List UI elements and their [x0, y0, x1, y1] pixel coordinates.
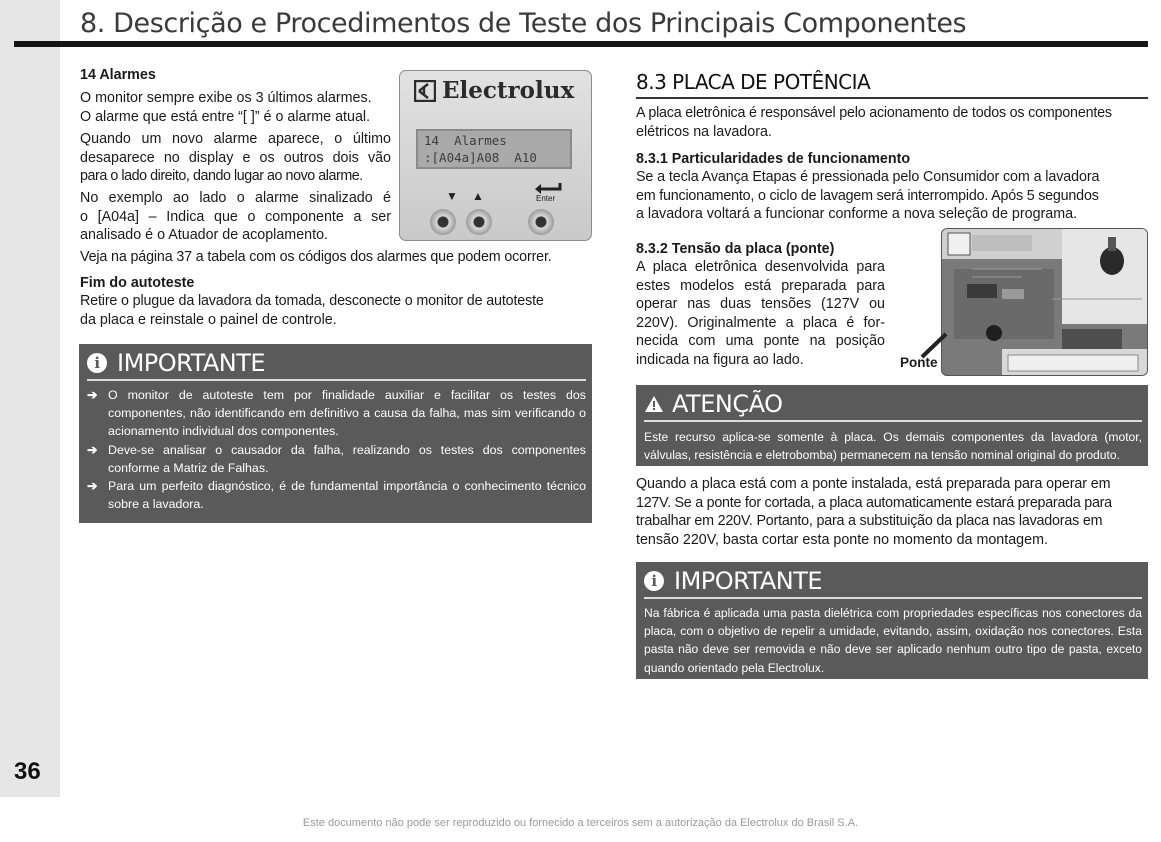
- attention-title: [644, 390, 782, 418]
- important-text: Na fábrica é aplicada uma pasta dielétrica com propriedades específicas nos conectores da placa, com o objetivo de repelir a umidade, evitando, assim, oxidação nos conectores. Esta pasta não deve ser removida e não deve ser aplicado nenhum outro tipo de pasta, exceto quando orientado pela Electrolux.: [644, 606, 1142, 675]
- down-arrow-icon: ▼: [446, 189, 458, 203]
- autotest-monitor-image: [399, 70, 592, 241]
- arrow-right-icon: ➔: [87, 442, 98, 457]
- sub1-heading: 8.3.1 Particularidades de funcionamento: [636, 151, 911, 167]
- text-line: analisado é o Atuador de acoplamento.: [80, 227, 328, 243]
- important-title-text: IMPORTANTE: [674, 567, 823, 595]
- text-line: necida com uma ponte na posição: [636, 333, 885, 349]
- electrolux-logo: [414, 77, 574, 104]
- enter-label: Enter: [536, 194, 556, 203]
- panel-button: [528, 209, 554, 235]
- text-line: para o lado direito, dando lugar ao novo alarme.: [80, 168, 363, 184]
- text-line: Retire o plugue da lavadora da tomada, desconecte o monitor de autoteste: [80, 293, 544, 309]
- important-box-left: [79, 344, 592, 523]
- text-line: 127V. Se a ponte for cortada, a placa automaticamente estará preparada para: [636, 494, 1112, 511]
- sub1-text: [636, 168, 1149, 224]
- brand-text: Electrolux: [442, 77, 575, 104]
- side-strip: [0, 0, 60, 797]
- text-line: Quando a placa está com a ponte instalada, está preparada para operar em: [636, 476, 1111, 492]
- text-line: da placa e reinstale o painel de controle.: [80, 311, 337, 328]
- bullet-item: [87, 441, 586, 477]
- section-rule: [636, 97, 1148, 99]
- attention-text: Este recurso aplica-se somente à placa. Os demais componentes da lavadora (motor, válvulas, resistência e eletrobomba) permanecem na tensão nominal original do produto.: [644, 430, 1142, 463]
- text-line: trabalhar em 220V. Portanto, para a substituição da placa nas lavadoras em: [636, 513, 1103, 529]
- text-line: a lavadora voltará a funcionar conforme a nova seleção de programa.: [636, 206, 1078, 222]
- chapter-rule: [14, 41, 1148, 47]
- text-line: operar nas duas tensões (127V ou: [636, 296, 885, 312]
- box-rule: [644, 420, 1142, 422]
- alarms-para-3: [80, 189, 391, 245]
- bullet-item: [87, 386, 586, 441]
- text-line: 220V). Originalmente a placa é for-: [636, 314, 885, 331]
- end-of-test-heading: Fim do autoteste: [80, 275, 195, 291]
- text-line: O monitor sempre exibe os 3 últimos alarmes.: [80, 90, 372, 106]
- intro-text: [636, 104, 1149, 141]
- chapter-title: 8. Descrição e Procedimentos de Teste dos Principais Componentes: [80, 8, 967, 39]
- sub2-text: [636, 258, 885, 369]
- text-line: Quando um novo alarme aparece, o último: [80, 131, 391, 147]
- text-line: em funcionamento, o ciclo de lavagem será interrompido. Após 5 segundos: [636, 187, 1099, 204]
- text-line: A placa eletrônica é responsável pelo acionamento de todos os componentes: [636, 105, 1112, 121]
- attention-title-text: ATENÇÃO: [672, 390, 783, 418]
- bullet-text: Deve-se analisar o causador da falha, realizando os testes dos componentes conforme a Matriz de Falhas.: [108, 442, 586, 475]
- bullet-item: [87, 477, 586, 513]
- lcd-line: :[A04a]A08 A10: [424, 150, 537, 165]
- up-arrow-icon: ▲: [472, 189, 484, 203]
- lcd-line: 14 Alarmes: [424, 133, 507, 148]
- important-title-text: IMPORTANTE: [117, 349, 266, 377]
- power-board-image: [941, 228, 1148, 376]
- warning-icon: [644, 395, 664, 413]
- section-title: 8.3 PLACA DE POTÊNCIA: [636, 70, 871, 94]
- text-line: O alarme que está entre “[ ]” é o alarme atual.: [80, 108, 371, 125]
- attention-box: [636, 385, 1148, 466]
- alarms-heading: 14 Alarmes: [80, 67, 156, 83]
- end-of-test-text: [80, 292, 593, 329]
- text-line: desaparece no display e os outros dois vão: [80, 149, 391, 166]
- arrow-right-icon: ➔: [87, 479, 98, 494]
- bullet-text: O monitor de autoteste tem por finalidade auxiliar e facilitar os testes dos componentes, não identificando em definitivo a causa da falha, mas sim verificando o acionamento individual dos componentes.: [108, 388, 586, 439]
- important-title: [644, 567, 822, 595]
- text-line: tensão 220V, basta cortar esta ponte no momento da montagem.: [636, 531, 1048, 548]
- sub2-heading: 8.3.2 Tensão da placa (ponte): [636, 241, 835, 257]
- text-line: indicada na figura ao lado.: [636, 351, 804, 368]
- important-box-right: [636, 562, 1148, 679]
- bridge-explanation: [636, 475, 1149, 549]
- important-bullets: [87, 386, 586, 513]
- info-icon: i: [87, 353, 107, 373]
- lcd-display: [416, 129, 572, 169]
- footer-disclaimer: Este documento não pode ser reproduzido ou fornecido a terceiros sem a autorização da Electrolux do Brasil S.A.: [302, 817, 859, 829]
- info-icon: i: [644, 571, 664, 591]
- alarms-para-2: [80, 130, 391, 186]
- text-line: elétricos na lavadora.: [636, 123, 772, 140]
- text-line: o [A04a] – Indica que o componente a ser: [80, 208, 391, 225]
- ponte-label: Ponte: [900, 355, 938, 370]
- text-line: No exemplo ao lado o alarme sinalizado é: [80, 190, 391, 206]
- panel-button: [466, 209, 492, 235]
- alarms-table-reference: Veja na página 37 a tabela com os códigos dos alarmes que podem ocorrer.: [80, 249, 552, 265]
- panel-button: [430, 209, 456, 235]
- text-line: A placa eletrônica desenvolvida para: [636, 259, 885, 275]
- important-title: [87, 349, 265, 377]
- bullet-text: Para um perfeito diagnóstico, é de fundamental importância o conhecimento técnico sobre a lavadora.: [108, 479, 586, 512]
- page-number: 36: [14, 758, 41, 785]
- electrolux-logo-icon: [414, 80, 436, 102]
- arrow-right-icon: ➔: [87, 388, 98, 402]
- text-line: Se a tecla Avança Etapas é pressionada pelo Consumidor com a lavadora: [636, 169, 1100, 185]
- box-rule: [644, 597, 1142, 599]
- text-line: estes modelos está preparada para: [636, 277, 885, 294]
- alarms-para-1: [80, 89, 391, 126]
- box-rule: [87, 379, 586, 381]
